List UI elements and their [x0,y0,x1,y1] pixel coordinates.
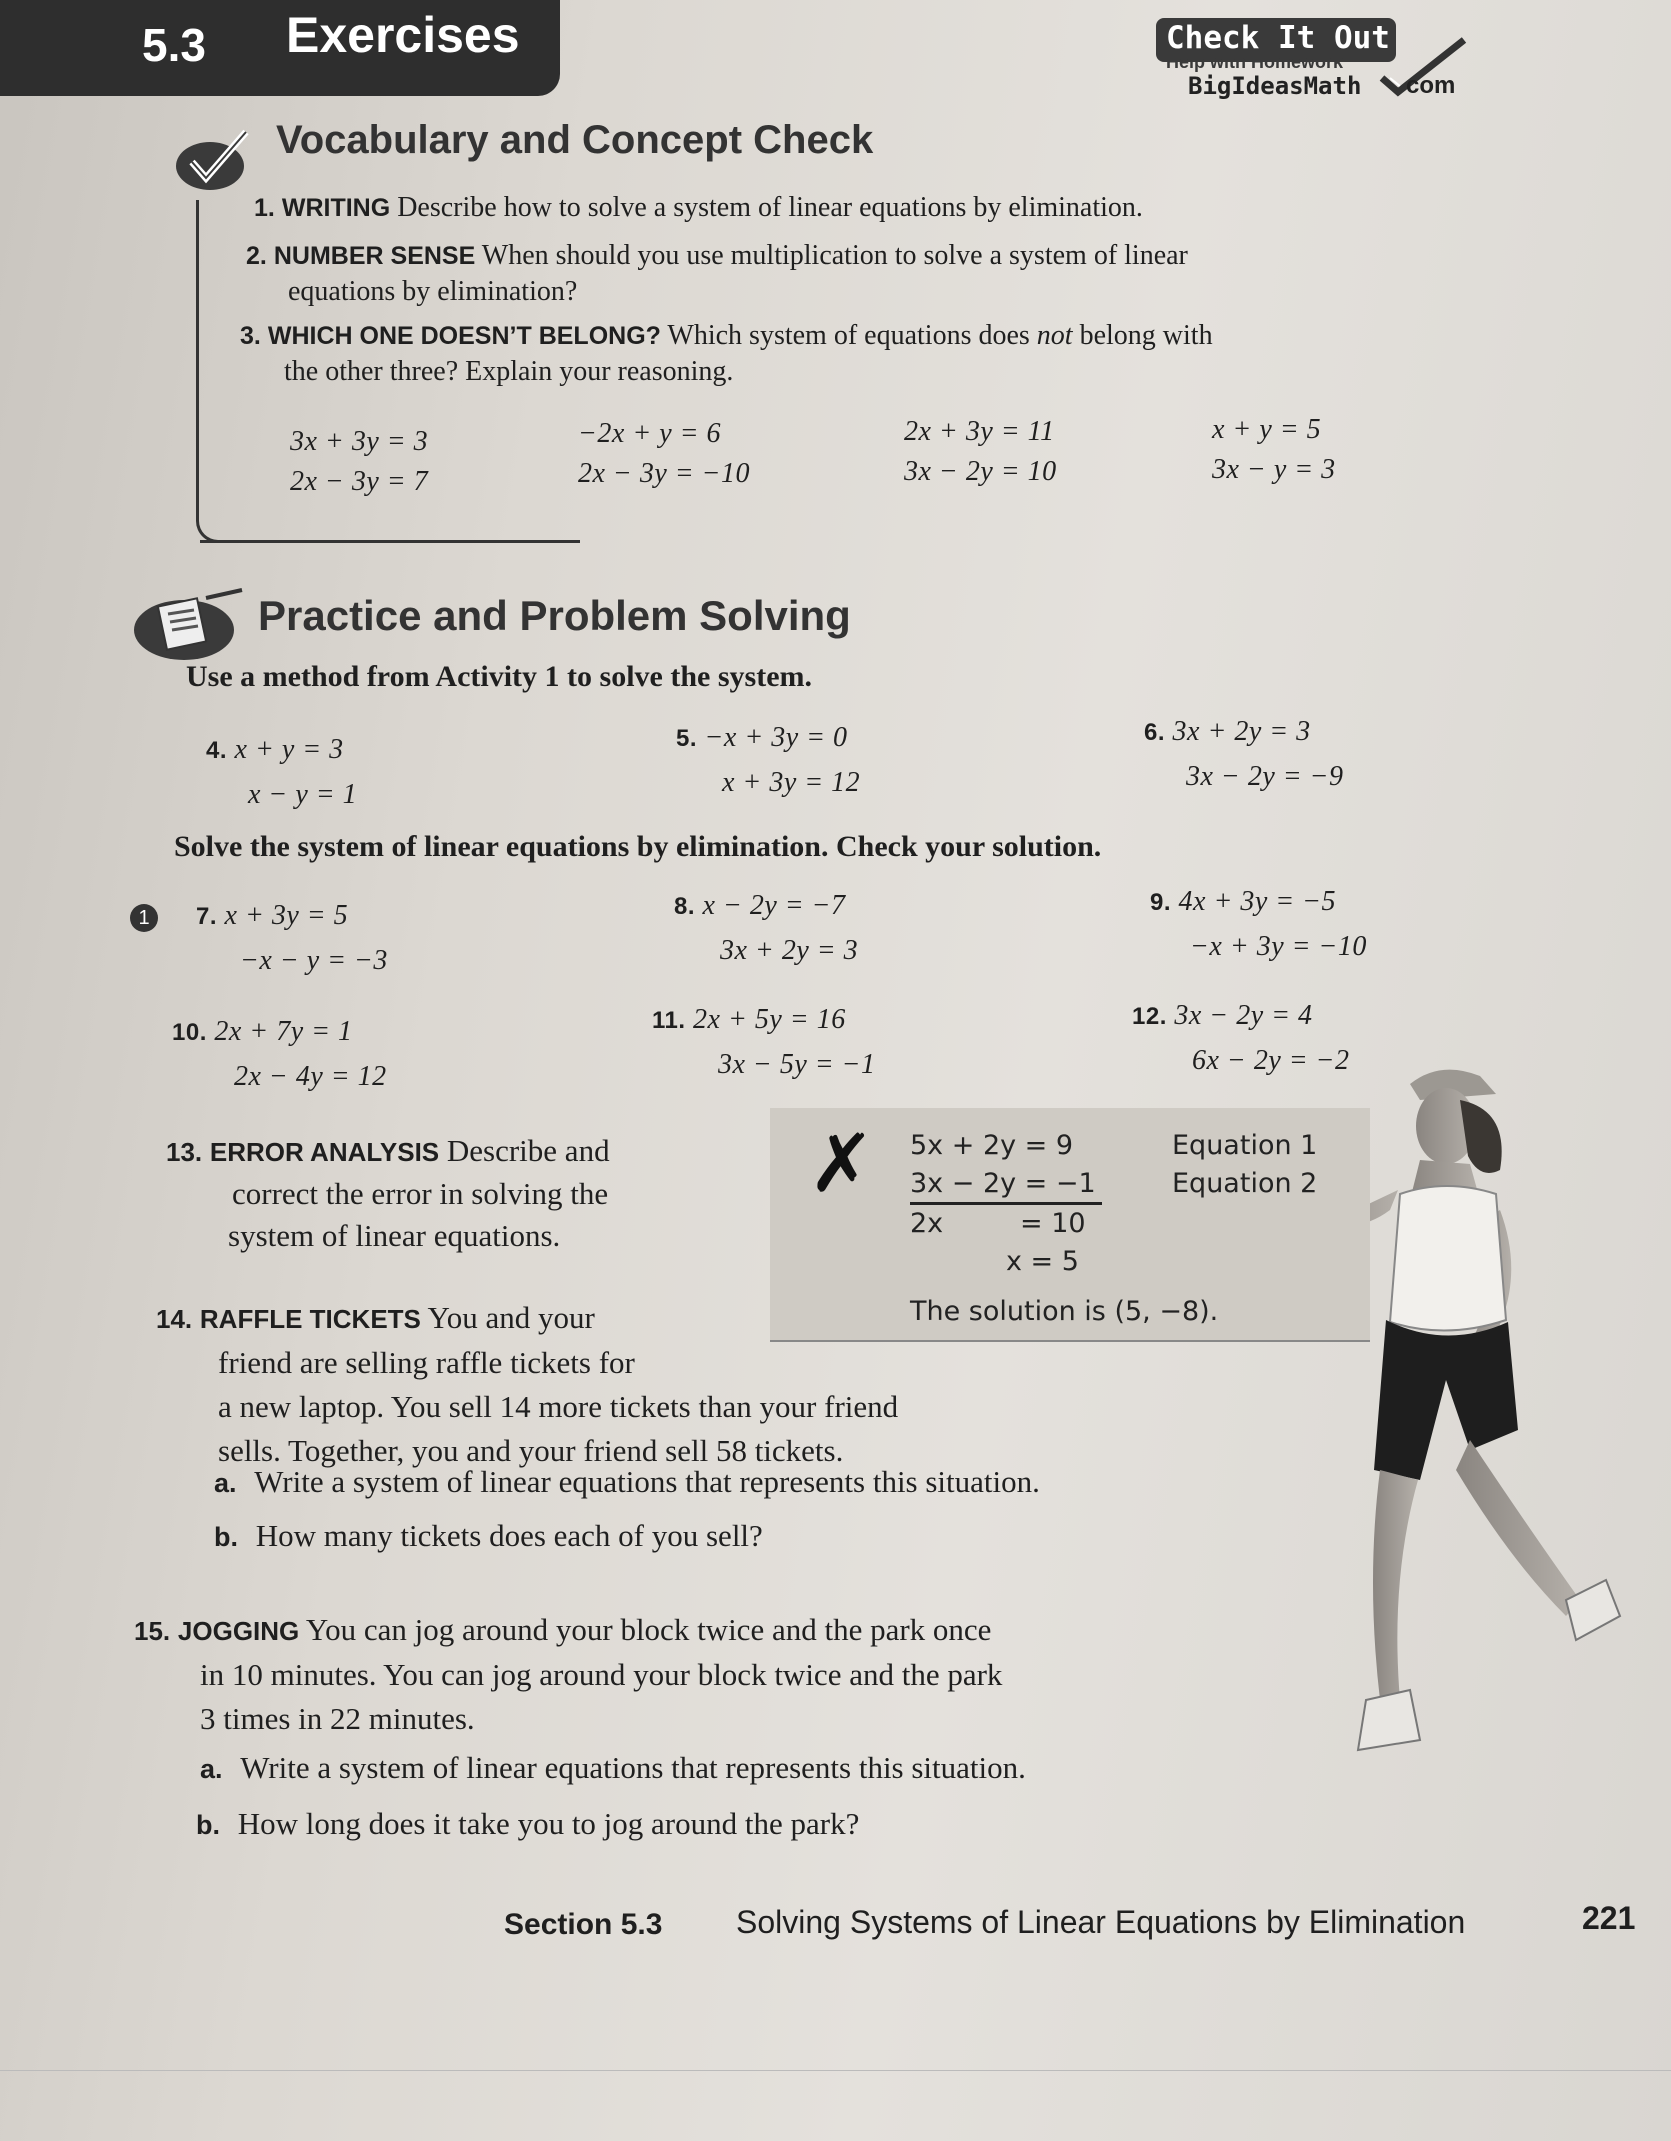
equation: x + 3y = 5 [224,900,349,931]
problem-number: 8. [674,893,696,920]
vocabulary-check-icon [172,128,252,192]
question-text: Which system of equations does [667,320,1030,351]
website-name: BigIdeasMath [1188,72,1362,100]
system-a [290,422,428,502]
problem-number: 6. [1144,719,1166,746]
question-number: 1. [254,194,275,222]
problem-9 [1150,880,1367,969]
footer-section: Section 5.3 [504,1908,663,1941]
problem-10 [172,1010,387,1099]
question-text: the other three? Explain your reasoning. [284,356,734,387]
question-1 [254,190,1143,226]
equation: 6x − 2y = −2 [1192,1045,1350,1076]
question-3 [240,318,1213,390]
problem-7 [196,894,388,983]
work-sum-right: = 10 [1020,1208,1086,1239]
problem-number: 5. [676,725,698,752]
problem-number: 10. [172,1019,207,1046]
question-text: equations by elimination? [288,276,578,307]
equation: 2x − 3y = 7 [290,466,429,497]
equation: −x − y = −3 [240,945,388,976]
question-label: RAFFLE TICKETS [199,1304,421,1334]
question-text: system of linear equations. [228,1218,561,1253]
instruction-elimination: Solve the system of linear equations by elimination. Check your solution. [174,830,1102,863]
problem-4 [206,728,357,817]
problem-number: 12. [1132,1003,1167,1030]
practice-title: Practice and Problem Solving [258,592,851,639]
question-text: When should you use multiplication to solve a system of linear [481,240,1188,271]
website-tld: com [1406,72,1456,99]
question-14-part-a [214,1464,1040,1501]
page-edge-line [0,2070,1671,2071]
system-b [578,414,750,494]
equation: 3x − y = 3 [1212,454,1336,485]
work-equation-2-label: Equation 2 [1172,1168,1318,1199]
equation: 2x + 5y = 16 [693,1004,846,1035]
example-badge-icon: 1 [130,904,158,932]
instruction-activity: Use a method from Activity 1 to solve the system. [186,660,813,693]
equation: 4x + 3y = −5 [1178,886,1337,917]
question-number: 15. [134,1616,171,1646]
question-text: How long does it take you to jog around the park? [237,1806,860,1841]
question-text: 3 times in 22 minutes. [200,1701,475,1736]
vocabulary-bracket [196,200,219,543]
question-2 [246,238,1188,310]
part-letter: b. [196,1810,220,1840]
equation: 3x − 2y = 10 [904,456,1057,487]
question-14 [156,1296,898,1473]
vocabulary-divider [200,540,580,543]
question-text: How many tickets does each of you sell? [255,1518,763,1553]
work-solution: The solution is (5, −8). [910,1296,1219,1327]
problem-5 [676,716,860,805]
question-15-part-a [200,1750,1026,1787]
question-13 [166,1130,610,1257]
equation: 3x − 2y = −9 [1186,761,1344,792]
equation: −x + 3y = −10 [1190,931,1367,962]
help-with-homework: Help with Homework [1166,52,1344,72]
work-equation-1: 5x + 2y = 9 [910,1130,1074,1161]
question-emphasis: not [1036,320,1073,351]
equation: 3x + 2y = 3 [1172,716,1311,747]
equation: 3x + 2y = 3 [720,935,859,966]
question-text: Write a system of linear equations that represents this situation. [240,1750,1026,1785]
work-equation-1-label: Equation 1 [1172,1130,1318,1161]
equation: x − y = 1 [248,779,358,810]
system-d [1212,410,1336,490]
question-label: WRITING [281,194,391,222]
question-text: Describe how to solve a system of linear equations by elimination. [397,192,1143,223]
question-number: 14. [156,1304,193,1334]
equation: 2x + 3y = 11 [904,416,1055,447]
error-x-icon: ✗ [808,1119,876,1208]
equation: 2x − 3y = −10 [578,458,751,489]
problem-number: 4. [206,737,228,764]
question-label: WHICH ONE DOESN’T BELONG? [267,322,661,350]
question-text: You and your [427,1300,595,1335]
system-c [904,412,1057,492]
question-text: in 10 minutes. You can jog around your block twice and the park [200,1657,1003,1692]
question-text: Describe and [446,1133,610,1168]
question-text: a new laptop. You sell 14 more tickets than your friend [218,1389,899,1424]
equation: 3x − 5y = −1 [718,1049,876,1080]
problem-number: 11. [652,1007,686,1034]
problem-11 [652,998,876,1087]
page-number: 221 [1582,1900,1636,1936]
equation: −2x + y = 6 [578,418,722,449]
question-text: correct the error in solving the [232,1176,609,1211]
question-text: belong with [1079,320,1213,351]
question-label: ERROR ANALYSIS [209,1137,440,1167]
section-number: 5.3 [142,19,206,71]
equation: x + y = 5 [1212,414,1322,445]
problem-8 [674,884,858,973]
problem-6 [1144,710,1344,799]
vocabulary-title: Vocabulary and Concept Check [276,118,874,162]
equation: 2x + 7y = 1 [214,1016,353,1047]
question-text: You can jog around your block twice and the park once [305,1612,992,1647]
equation: x + 3y = 12 [722,767,861,798]
equation: 2x − 4y = 12 [234,1061,387,1092]
question-text: friend are selling raffle tickets for [218,1345,635,1380]
question-label: NUMBER SENSE [273,242,476,270]
question-15-part-b [196,1806,859,1843]
question-14-part-b [214,1518,763,1555]
check-it-out-label: Check It Out [1166,20,1390,56]
question-label: JOGGING [177,1616,300,1646]
practice-icon [132,588,244,662]
work-sum-left: 2x [910,1208,944,1239]
equation: 3x − 2y = 4 [1174,1000,1313,1031]
part-letter: a. [214,1468,237,1498]
work-equation-2: 3x − 2y = −1 [910,1168,1096,1199]
work-sum-line [910,1202,1102,1205]
question-number: 3. [240,322,261,350]
question-15 [134,1608,1002,1741]
question-text: sells. Together, you and your friend sell 58 tickets. [218,1433,844,1468]
question-number: 2. [246,242,267,270]
problem-number: 9. [1150,889,1172,916]
equation: x + y = 3 [234,734,344,765]
part-letter: b. [214,1522,238,1552]
part-letter: a. [200,1754,223,1784]
work-result: x = 5 [1006,1246,1079,1277]
problem-number: 7. [196,903,218,930]
equation: −x + 3y = 0 [704,722,848,753]
question-number: 13. [166,1137,203,1167]
equation: x − 2y = −7 [702,890,846,921]
footer-title: Solving Systems of Linear Equations by Elimination [736,1904,1466,1940]
exercises-title: Exercises [286,7,520,63]
equation: 3x + 3y = 3 [290,426,429,457]
question-text: Write a system of linear equations that represents this situation. [254,1464,1040,1499]
